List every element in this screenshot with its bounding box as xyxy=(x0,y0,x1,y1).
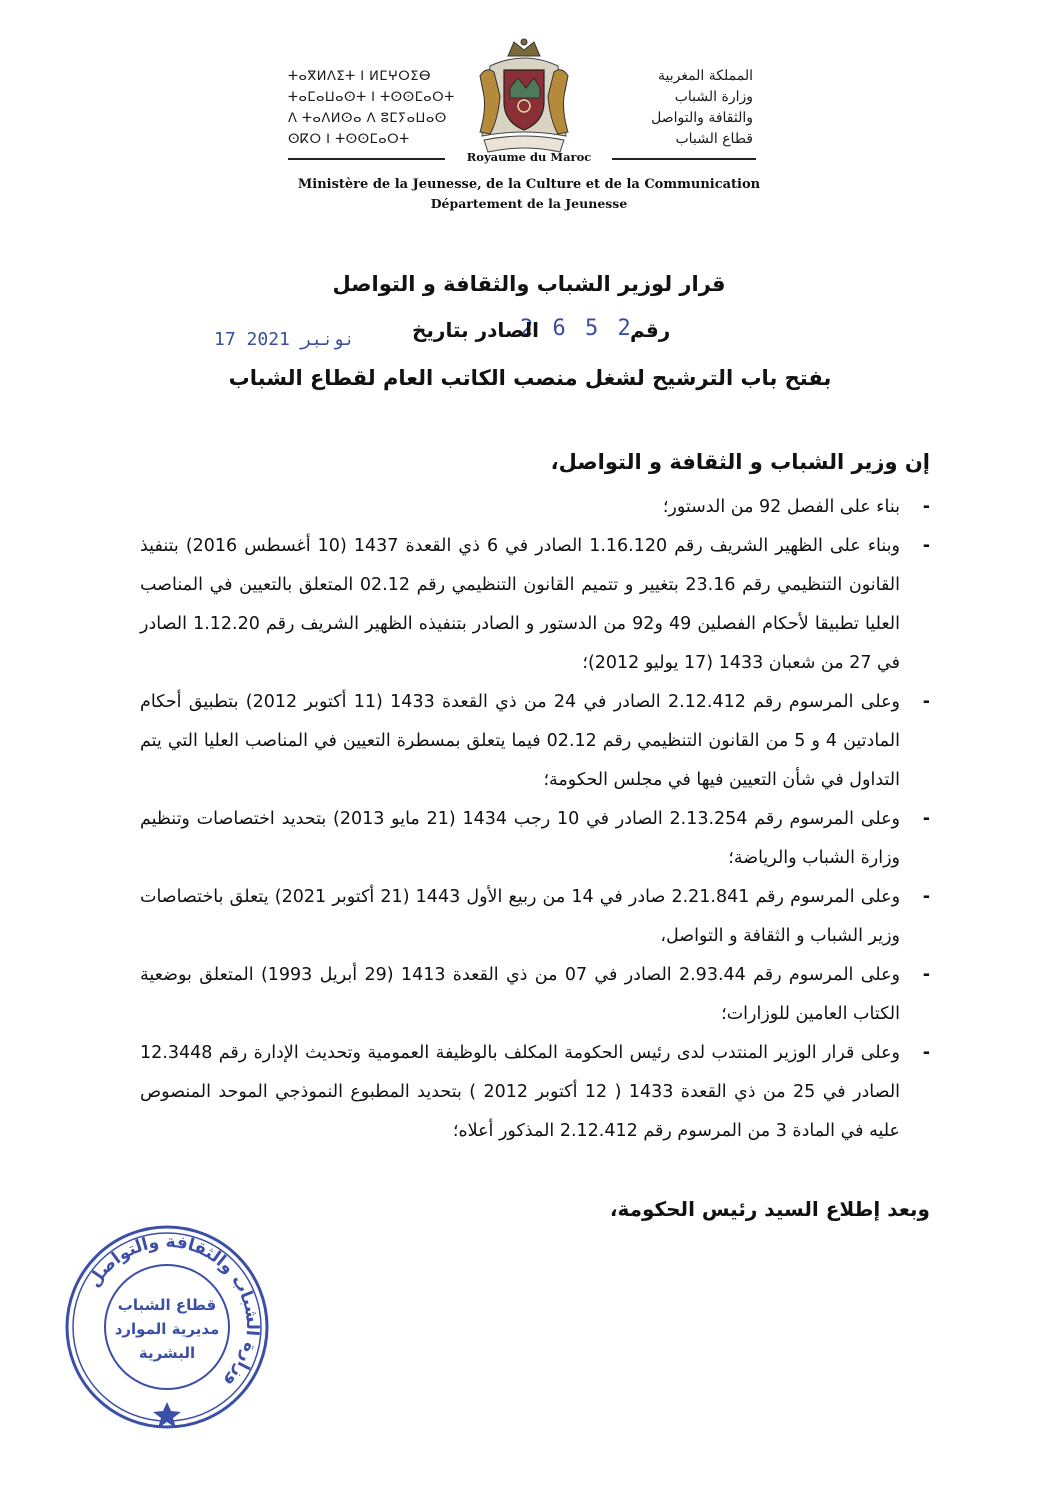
arabic-header-line: قطاع الشباب xyxy=(675,131,753,147)
document-body xyxy=(140,450,930,1221)
clause-text: وبناء على الظهير الشريف رقم 1.16.120 الصادر في 6 ذي القعدة 1437 (10 أغسطس 2016) بتنفيذ القانون التنظيمي رقم 23.16 بتغيير و تتميم القانون التنظيمي رقم 02.12 المتعلق بالتعيين في المناصب العليا تطبيقا لأحكام الفصلين 49 و92 من الدستور و الصادر بتنفيذه الظهير الشريف رقم 1.12.20 الصادر في 27 من شعبان 1433 (17 يوليو 2012)؛ xyxy=(140,536,901,673)
seal-ring-text: وزارة الشباب والثقافة والتواصل xyxy=(84,1231,263,1392)
tifinagh-line: ⵙⴽⵔ ⵏ ⵜⵙⵙⵎⴰⵔⵜ xyxy=(288,132,410,147)
star-icon xyxy=(153,1402,181,1428)
preamble-intro: إن وزير الشباب و الثقافة و التواصل، xyxy=(550,450,930,474)
list-item xyxy=(140,800,930,878)
clause-text: وعلى قرار الوزير المنتدب لدى رئيس الحكومة المكلف بالوظيفة العمومية وتحديث الإدارة رقم 12.3448 الصادر في 25 من ذي القعدة 1433 ( 12 أكتوبر 2012 ) بتحديد المطبوع النموذجي الموحد المنصوص عليه في المادة 3 من المرسوم رقم 2.12.412 المذكور أعلاه؛ xyxy=(140,1043,901,1141)
list-item xyxy=(140,527,930,683)
tifinagh-line: ⵜⴰⴳⵍⴷⵉⵜ ⵏ ⵍⵎⵖⵔⵉⴱ xyxy=(288,69,432,84)
bullet-dash: - xyxy=(922,887,930,907)
bullet-dash: - xyxy=(922,536,930,556)
bullet-dash: - xyxy=(922,497,930,517)
list-item xyxy=(140,1034,930,1151)
bullet-dash: - xyxy=(922,1043,930,1063)
clause-text: وعلى المرسوم رقم 2.93.44 الصادر في 07 من ذي القعدة 1413 (29 أبريل 1993) المتعلق بوضعية الكتاب العامين للوزارات؛ xyxy=(140,965,900,1024)
ministry-name: Ministère de la Jeunesse, de la Culture et de la Communication xyxy=(297,177,761,192)
bullet-dash: - xyxy=(922,692,930,712)
kingdom-name: Royaume du Maroc xyxy=(466,150,592,164)
list-item xyxy=(140,878,930,956)
official-seal xyxy=(62,1222,272,1432)
clause-text: وعلى المرسوم رقم 2.13.254 الصادر في 10 رجب 1434 (21 مايو 2013) بتحديد اختصاصات وتنظيم وزارة الشباب والرياضة؛ xyxy=(140,809,901,868)
seal-center-line: قطاع الشباب xyxy=(117,1296,217,1314)
date-stamp: 17 نونبر 2021 xyxy=(214,329,355,350)
clause-text: بناء على الفصل 92 من الدستور؛ xyxy=(662,497,900,517)
tifinagh-header xyxy=(288,66,463,150)
arabic-header xyxy=(568,66,753,150)
closing-line: وبعد إطلاع السيد رئيس الحكومة، xyxy=(609,1197,930,1221)
seal-center-line: مديرية الموارد xyxy=(114,1320,220,1338)
reference-label: رقم xyxy=(630,318,671,342)
issued-date-label: الصادر بتاريخ xyxy=(412,318,539,342)
seal-center-line: البشرية xyxy=(138,1344,196,1362)
list-item xyxy=(140,683,930,800)
coat-of-arms-icon xyxy=(470,36,578,160)
legal-basis-list xyxy=(140,488,930,1151)
tifinagh-line: ⴷ ⵜⴰⴷⵍⵙⴰ ⴷ ⵓⵎⵢⴰⵡⴰⵙ xyxy=(288,111,447,126)
decision-title: قرار لوزير الشباب والثقافة و التواصل xyxy=(332,272,726,296)
arabic-header-line: وزارة الشباب xyxy=(674,89,753,105)
list-item xyxy=(140,488,930,527)
bullet-dash: - xyxy=(922,965,930,985)
bullet-dash: - xyxy=(922,809,930,829)
arabic-header-line: والثقافة والتواصل xyxy=(651,110,753,126)
list-item xyxy=(140,956,930,1034)
clause-text: وعلى المرسوم رقم 2.21.841 صادر في 14 من ربيع الأول 1443 (21 أكتوبر 2021) يتعلق باختصاصات وزير الشباب و الثقافة و التواصل، xyxy=(140,887,901,946)
clause-text: وعلى المرسوم رقم 2.12.412 الصادر في 24 من ذي القعدة 1433 (11 أكتوبر 2012) بتطبيق أحكام المادتين 4 و 5 من القانون التنظيمي رقم 02.12 فيما يتعلق بمسطرة التعيين في المناصب العليا التي يتم التداول في شأن التعيين فيها في مجلس الحكومة؛ xyxy=(140,692,900,790)
reference-number: 2 6 5 2 xyxy=(520,316,634,341)
arabic-header-line: المملكة المغربية xyxy=(657,68,753,84)
department-name: Département de la Jeunesse xyxy=(430,196,628,211)
tifinagh-line: ⵜⴰⵎⴰⵡⴰⵙⵜ ⵏ ⵜⵙⵙⵎⴰⵔⵜ xyxy=(288,90,455,105)
decision-subject: بفتح باب الترشيح لشغل منصب الكاتب العام لقطاع الشباب xyxy=(228,366,832,390)
